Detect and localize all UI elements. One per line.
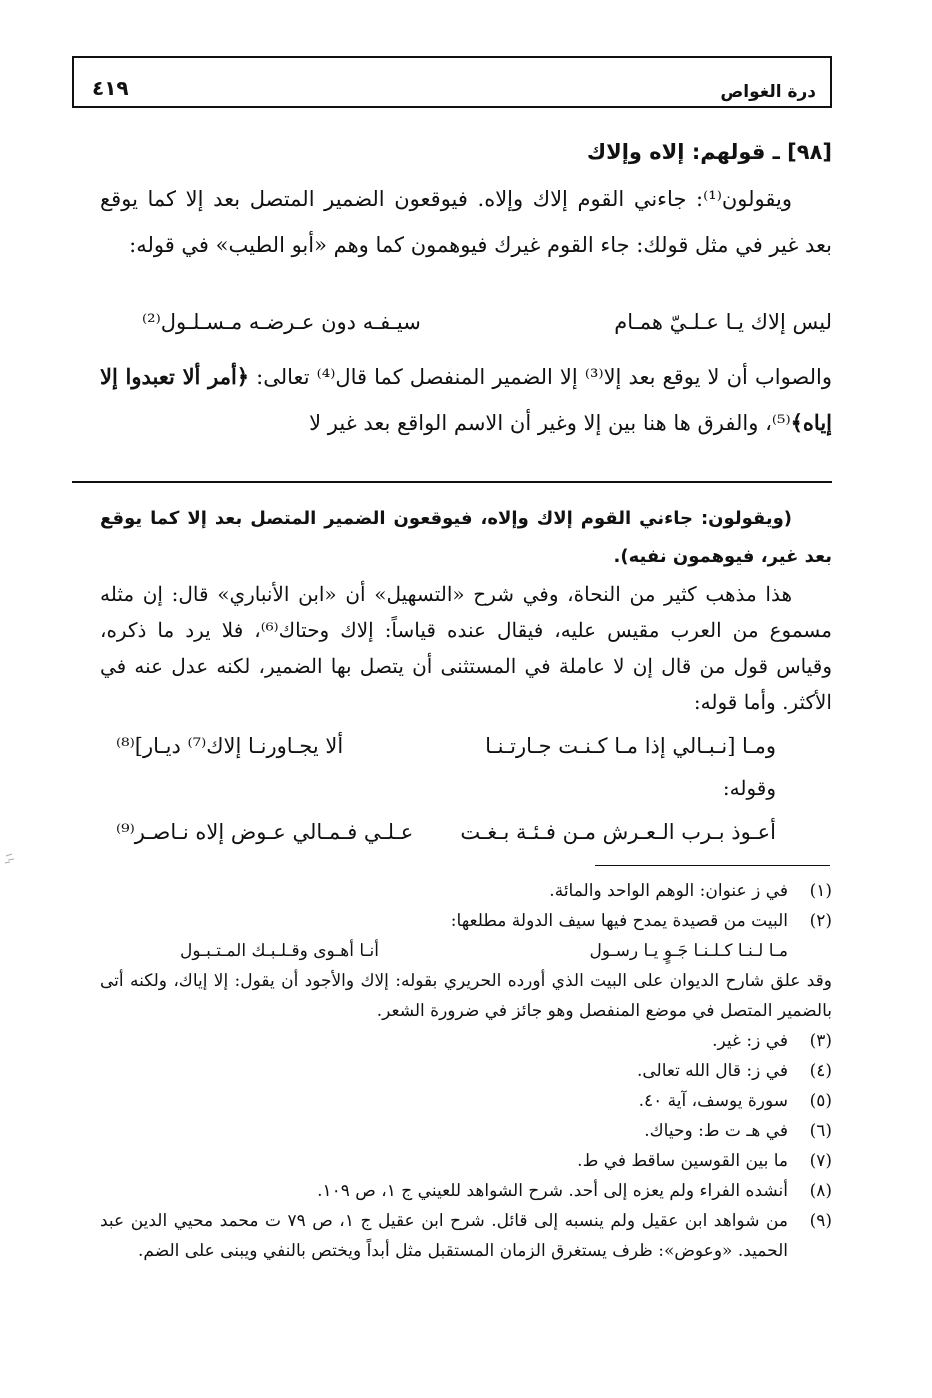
section-divider	[72, 481, 832, 483]
footnote-verse-right: مـا لـنـا كـلـنـا جَـوٍ يـا رسـول	[589, 941, 788, 961]
commentary-verse-1	[116, 734, 776, 768]
main-text-part1	[100, 176, 832, 268]
commentary-verse-1-left: ألا يجـاورنـا إلاك⁽⁷⁾ ديـار]⁽⁸⁾	[116, 734, 344, 758]
commentary	[100, 500, 832, 720]
main-text-part2	[100, 354, 832, 446]
footnote-text: ما بين القوسين ساقط في ط.	[577, 1151, 788, 1171]
footnote-divider	[595, 865, 830, 866]
commentary-verse-1-right: ومـا [نـبـالي إذا مـا كـنـت جـارتـنـا	[485, 734, 776, 758]
footnote-number: (٩)	[809, 1211, 832, 1231]
footnote-number: (١)	[809, 881, 832, 901]
main-paragraph-2-a: والصواب أن لا يوقع بعد إلا⁽³⁾ إلا الضمير المنفصل كما قال⁽⁴⁾ تعالى:	[249, 365, 833, 389]
footnote	[100, 1116, 832, 1146]
commentary-verse-2-right: أعـوذ بـرب الـعـرش مـن فـئـة بـغـت	[460, 820, 776, 844]
commentary-verse-2	[116, 820, 776, 854]
verse-hemistich-left: سيـفـه دون عـرضـه مـسـلـول⁽²⁾	[142, 310, 421, 334]
footnote	[100, 1146, 832, 1176]
footnote-number: (٣)	[809, 1031, 832, 1051]
scan-artifact	[4, 848, 28, 868]
section-heading: [٩٨] ـ قولهم: إلاه وإلاك	[586, 140, 832, 164]
footnote-verse	[100, 936, 832, 966]
footnote-text: سورة يوسف، آية ٤٠.	[638, 1091, 788, 1111]
footnote	[100, 1206, 832, 1266]
footnote-text: من شواهد ابن عقيل ولم ينسبه إلى قائل. شرح ابن عقيل ج ١، ص ٧٩ ت محمد محيي الدين عبد الحميد. «وعوض»: ظرف يستغرق الزمان المستقبل مثل أبداً ويختص بالنفي ويبنى على الضم.	[100, 1211, 788, 1261]
main-paragraph-2	[100, 354, 832, 446]
footnote-text: في ز: قال الله تعالى.	[636, 1061, 788, 1081]
footnote-text: أنشده الفراء ولم يعزه إلى أحد. شرح الشواهد للعيني ج ١، ص ١٠٩.	[317, 1181, 788, 1201]
footnote-number: (٧)	[809, 1151, 832, 1171]
commentary-verse-2-left: عـلـي فـمـالي عـوض إلاه نـاصـر⁽⁹⁾	[116, 820, 414, 844]
footnote-text: البيت من قصيدة يمدح فيها سيف الدولة مطلعها:	[450, 911, 788, 931]
commentary-lead: (ويقولون: جاءني القوم إلاك وإلاه، فيوقعون الضمير المتصل بعد إلا كما يوقع بعد غير، فيوهمون نفيه).	[100, 508, 832, 567]
footnote-verse-left: أنـا أهـوى وقـلـبـك المـتـبـول	[180, 941, 380, 961]
footnote-number: (٤)	[809, 1061, 832, 1081]
footnote	[100, 876, 832, 906]
footnote	[100, 1056, 832, 1086]
commentary-paragraph: هذا مذهب كثير من النحاة، وفي شرح «التسهيل» أن «ابن الأنباري» قال: إن مثله مسموع من العرب مقيس عليه، فيقال عنده قياساً: إلاك وحتاك⁽⁶⁾، فلا يرد ما ذكره، وقياس قول من قال إن لا عاملة في المستثنى أن يتصل بها الضمير، لكنه عدل عنه في الأكثر. وأما قوله:	[100, 582, 832, 714]
commentary-say: وقوله:	[722, 776, 776, 800]
quran-quote: ﴿أمر ألا تعبدوا إلا إياه﴾	[100, 364, 832, 435]
footnote	[100, 906, 832, 936]
footnote	[100, 1026, 832, 1056]
verse-hemistich-right: ليس إلاك يـا عـلـيّ همـام	[614, 310, 832, 334]
footnote-number: (٢)	[809, 911, 832, 931]
page-number: ٤١٩	[92, 76, 129, 100]
main-paragraph-2-b: ⁽⁵⁾، والفرق ها هنا بين إلا وغير أن الاسم الواقع بعد غير لا	[309, 411, 791, 435]
footnote-text: في ز عنوان: الوهم الواحد والمائة.	[549, 881, 788, 901]
footnote-number: (٦)	[809, 1121, 832, 1141]
main-paragraph-1: ويقولون⁽¹⁾: جاءني القوم إلاك وإلاه. فيوقعون الضمير المتصل بعد إلا كما يوقع بعد غير في مثل قولك: جاء القوم غيرك فيوهمون كما وهم «أبو الطيب» في قوله:	[100, 187, 832, 257]
running-header	[72, 56, 832, 108]
footnote-number: (٥)	[809, 1091, 832, 1111]
footnotes	[100, 876, 832, 1266]
main-verse	[142, 310, 832, 350]
footnote-text: في هـ ت ط: وحياك.	[644, 1121, 788, 1141]
footnote-text: في ز: غير.	[712, 1031, 788, 1051]
footnote	[100, 1086, 832, 1116]
footnote-number: (٨)	[809, 1181, 832, 1201]
footnote	[100, 1176, 832, 1206]
footnote-continuation: وقد علق شارح الديوان على البيت الذي أورده الحريري بقوله: إلاك والأجود أن يقول: إلا إياك، ولكنه أتى بالضمير المتصل في موضع المنفصل وهو جائز في ضرورة الشعر.	[100, 971, 832, 1021]
running-header-title: درة الغواص	[720, 82, 816, 102]
